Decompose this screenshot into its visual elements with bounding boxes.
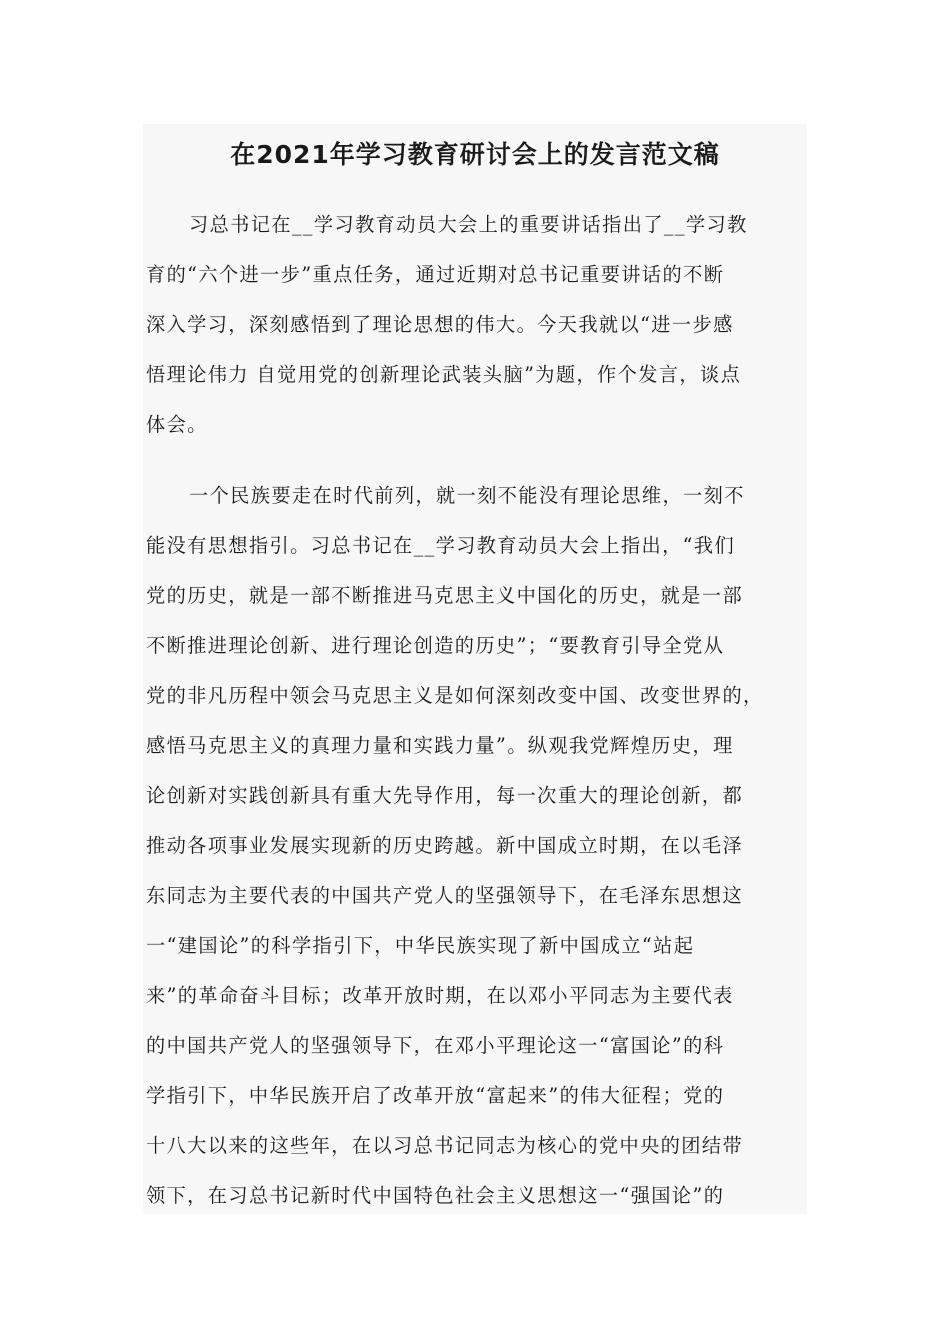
- paragraph-1: [146, 200, 806, 450]
- paragraph-line: 论创新对实践创新具有重大先导作用，每一次重大的理论创新，都: [146, 784, 744, 807]
- paragraph-line: 习总书记在__学习教育动员大会上的重要讲话指出了__学习教: [189, 213, 748, 236]
- paragraph-line: 党的历史，就是一部不断推进马克思主义中国化的历史，就是一部: [146, 584, 744, 607]
- paragraph-line: 来”的革命奋斗目标；改革开放时期，在以邓小平同志为主要代表: [146, 984, 734, 1007]
- paragraph-line: 深入学习，深刻感悟到了理论思想的伟大。今天我就以“进一步感: [146, 313, 734, 336]
- paragraph-line: 十八大以来的这些年，在以习总书记同志为核心的党中央的团结带: [146, 1134, 744, 1157]
- paragraph-2: [146, 471, 806, 1221]
- paragraph-line: 育的“六个进一步”重点任务，通过近期对总书记重要讲话的不断: [146, 263, 725, 286]
- paragraph-line: 悟理论伟力 自觉用党的创新理论武装头脑”为题，作个发言，谈点: [146, 363, 742, 386]
- paragraph-line: 体会。: [146, 413, 208, 436]
- paragraph-line: 东同志为主要代表的中国共产党人的坚强领导下，在毛泽东思想这: [146, 884, 744, 907]
- paragraph-line: 能没有思想指引。习总书记在__学习教育动员大会上指出，“我们: [146, 534, 736, 557]
- document-title: 在2021年学习教育研讨会上的发言范文稿: [230, 140, 720, 169]
- paragraph-line: 推动各项事业发展实现新的历史跨越。新中国成立时期，在以毛泽: [146, 834, 744, 857]
- paragraph-line: 一“建国论”的科学指引下，中华民族实现了新中国成立“站起: [146, 934, 695, 957]
- paragraph-line: 党的非凡历程中领会马克思主义是如何深刻改变中国、改变世界的，: [146, 684, 764, 707]
- paragraph-line: 不断推进理论创新、进行理论创造的历史”；“要教育引导全党从: [146, 634, 725, 657]
- paragraph-line: 学指引下，中华民族开启了改革开放“富起来”的伟大征程；党的: [146, 1084, 725, 1107]
- paragraph-line: 感悟马克思主义的真理力量和实践力量”。纵观我党辉煌历史，理: [146, 734, 734, 757]
- paragraph-line: 领下，在习总书记新时代中国特色社会主义思想这一“强国论”的: [146, 1184, 725, 1207]
- paragraph-line: 一个民族要走在时代前列，就一刻不能没有理论思维，一刻不: [189, 484, 745, 507]
- paragraph-line: 的中国共产党人的坚强领导下，在邓小平理论这一“富国论”的科: [146, 1034, 725, 1057]
